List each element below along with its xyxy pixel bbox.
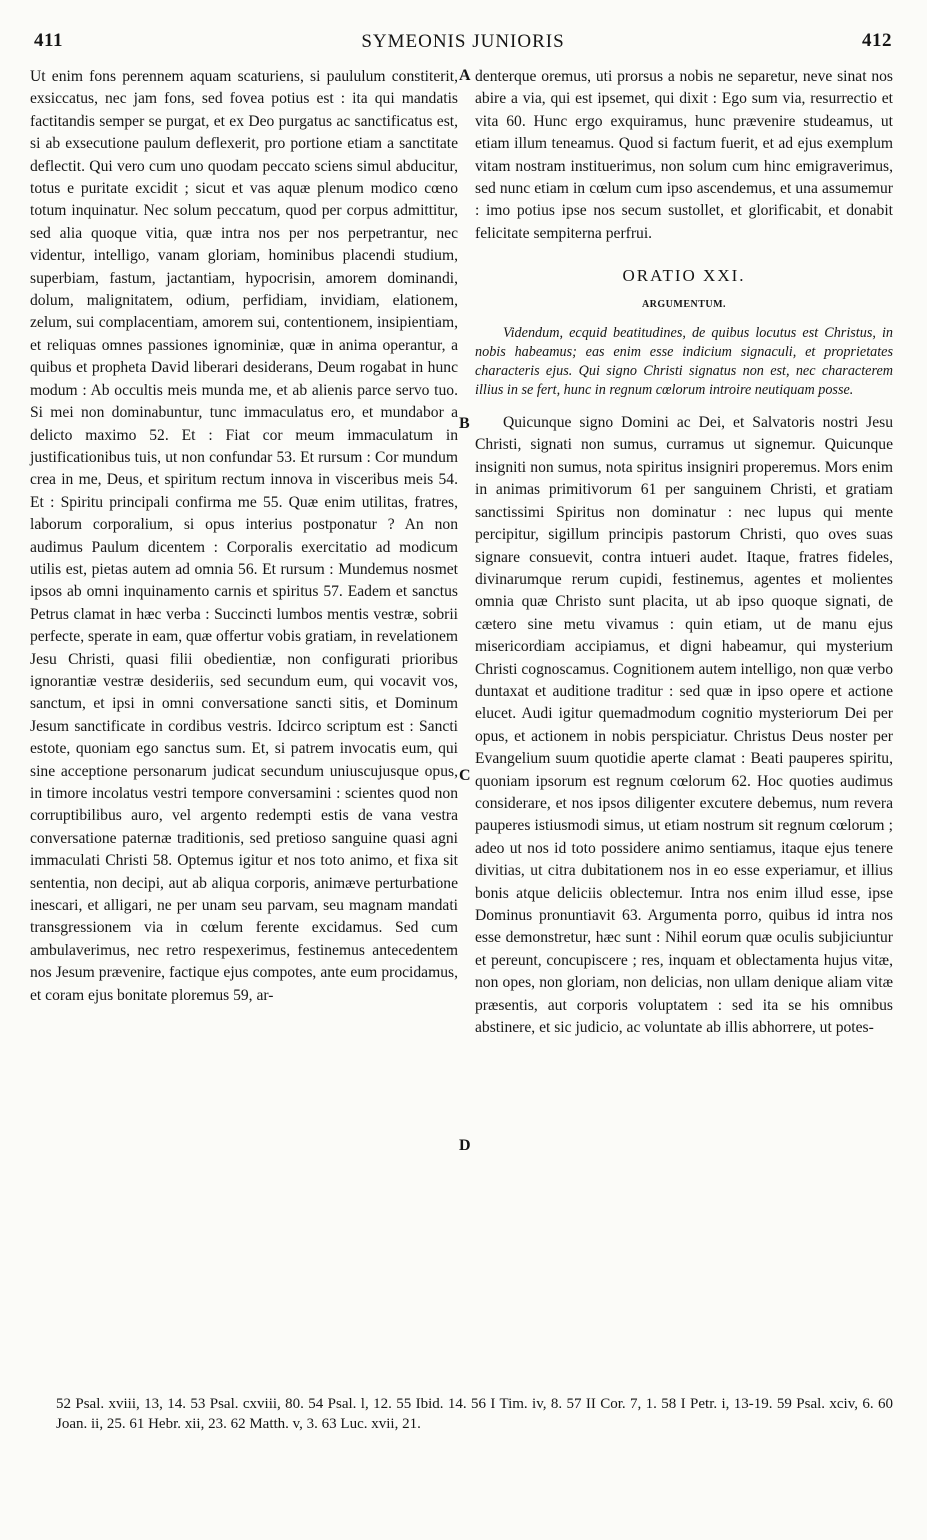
left-column [30,66,458,1007]
right-column-text-top: denterque oremus, uti prorsus a nobis ne separetur, neve sinat nos abire a via, qui est ipsemet, qui dixit : Ego sum via, resurrectio et vita 60. Hunc ergo exquiramus, hunc prævenire studeamus, ut etiam illum teneamus. Quod si factum fuerit, et ad ejus exemplum vitam nostram instituerimus, non solum cum hinc emigraverimus, sed nunc etiam in cœlum cum ipso ascendemus, et una assumemur : imo potius ipse nos secum sustollet, et glorificabit, et donabit felicitate sempiterna perfrui. [475,68,893,242]
footnotes: 52 Psal. xviii, 13, 14. 53 Psal. cxviii, 80. 54 Psal. l, 12. 55 Ibid. 14. 56 I Tim. iv, 8. 57 II Cor. 7, 1. 58 I Petr. i, 13-19. 59 Psal. xciv, 6. 60 Joan. ii, 25. 61 Hebr. xii, 23. 62 Matth. v, 3. 63 Luc. xvii, 21. [56,1396,893,1432]
margin-letter-d: D [459,1137,471,1154]
page-number-left: 411 [34,30,63,51]
argumentum-label: ARGUMENTUM. [641,298,727,310]
page-header [34,30,892,62]
margin-letter-c: C [459,767,471,784]
argumentum-text: Videndum, ecquid beatitudines, de quibus locutus est Christus, in nobis habeamus; eas enim esse indicium signaculi, et proprietates characteris ejus. Qui signo Christi signatus non est, nec characterem illius in se fert, hunc in regnum cœlorum introire neutiquam posse. [475,325,893,399]
right-column [475,66,893,1039]
running-title: SYMEONIS JUNIORIS [361,31,565,52]
margin-letter-a: A [459,67,471,84]
oratio-body-text: Quicunque signo Domini ac Dei, et Salvatoris nostri Jesu Christi, signati non sumus, curramus ut signemur. Quicunque insigniti non sumus, nota spiritus insigniri properemus. Mors enim in animas primitivorum 61 per sanguinem Christi, et gratiam sanctissimi Spiritus non dominatur : nec lupus qui mente percipitur, sigillum principis pastorum Christi, quo oves suas signare consuevit, contra intueri audet. Itaque, fratres fideles, divinarumque rerum cupidi, festinemus, agentes et molientes omnia quæ Christo sunt placita, ut ab ipso quoque signati, de cætero sine metu vivamus : quin etiam, ut de manu ejus misericordiam accipiamus, et digni habeamur, qui mysterium Christi cognoscamus. Cognitionem autem intelligo, non quæ verbo duntaxat et auditione traditur : sed quæ in ipso opere et actione elucet. Audi igitur quemadmodum cognitio mysteriorum Dei per opus, et actionem in nobis perspiciatur. Christus Deus noster per Evangelium suum quotidie aperte clamat : Beati pauperes spiritu, quoniam ipsorum est regnum cœlorum 62. Hoc quoties audimus considerare, et nos ipsos diligenter excutere debemus, num revera pauperes istiusmodi simus, ut etiam nostrum sit regnum cœlorum ; adeo ut nos id toto possidere animo sentiamus, itaque ejus tenere divitias, ut citra dubitationem nos in eo esse experiamur, et illius bonis atque deliciis oblectemur. Intra nos enim illud esse, ipse Dominus pronuntiavit 63. Argumenta porro, quibus id intra nos esse demonstretur, hæc sunt : Nihil eorum quæ oculis subjiciuntur et pereunt, concupiscere ; res, inquam et oblectamenta hujus vitæ, non opes, non gloriam, non delicias, non ullam denique aliam vitæ præsentis, aut corporis voluptatem : sed ita se his omnibus abstinere, et sic judicio, ac voluntate ab illis abhorrere, ut potes- [475,414,893,1037]
margin-letter-b: B [459,415,470,432]
left-column-text: Ut enim fons perennem aquam scaturiens, si paululum constiterit, exsiccatus, nec jam fons, sed fovea potius est : ita qui mandatis factitandis semper se purgat, et ex Deo purgatus ac sanctificatus est, si ab exsecutione paulum deflexerit, pro portione etiam a sanctitate deflectit. Qui vero cum uno quodam peccato sciens simul abducitur, totus e puritate excidit ; sicut et vas aquæ plenum modico cœno totum inquinatur. Nec solum peccatum, quod per corpus admittitur, sed alia quoque vitia, quæ intra nos per nos perpetrantur, nec videntur, intelligo, vanam gloriam, hominibus placendi studium, superbiam, fastum, jactantiam, hypocrisin, amorem dominandi, dolum, malignitatem, odium, perfidiam, invidiam, elationem, zelum, sui complacentiam, amorem sui, contentionem, insipientiam, et reliquas omnes passiones ignominiæ, quæ in anima operantur, a quibus et propheta David liberari desiderans, Deum rogabat in hunc modum : Ab occultis meis munda me, et ab alienis parce servo tuo. Si mei non dominabuntur, tunc immaculatus ero, et mundabor a delicto maximo 52. Et : Fiat cor meum immaculatum in justificationibus tuis, ut non confundar 53. Et rursum : Cor mundum crea in me, Deus, et spiritum rectum innova in visceribus meis 54. Et : Spiritu principali confirma me 55. Quæ enim utilitas, fratres, laborum corporalium, si opus interius postponatur ? An non audimus Paulum dicentem : Corporalis exercitatio ad modicum utilis est, pietas autem ad omnia 56. Et rursum : Mundemus nosmet ipsos ab omni inquinamento carnis et spiritus 57. Eadem et sanctus Petrus clamat in hæc verba : Succincti lumbos mentis vestræ, sobrii perfecte, sperate in eam, quæ offertur vobis gratiam, in revelationem Jesu Christi, quasi filii obedientiæ, non configurati prioribus ignorantiæ vestræ desideriis, sed secundum eum, qui vocavit vos, sanctum, et ipsi in omni conversatione sancti sitis, et Dominum Jesum sanctificate in cordibus vestris. Idcirco scriptum est : Sancti estote, quoniam ego sanctus sum. Et, si patrem invocatis eum, qui sine acceptione personarum judicat secundum uniuscujusque opus, in timore incolatus vestri tempore conversamini : scientes quod non corruptibilibus auro, vel argento redempti estis de vana vestra conversatione paternæ traditionis, sed pretioso sanguine quasi agni immaculati Christi 58. Optemus igitur et nos toto animo, et fixa sit sententia, non decipi, aut ab aliqua corporis, animæve perturbatione inescari, et alligari, ne per unam seu parvam, seu magnam mandati transgressionem via in cœlum ferente excidamus. Sed cum ambulaverimus, nec retro respexerimus, festinemus antecedentem nos Jesum prævenire, factique ejus compotes, ante eum procidamus, et coram ejus bonitate ploremus 59, ar- [30,68,458,1004]
page-number-right: 412 [862,30,892,51]
oratio-title: ORATIO XXI. [622,266,746,286]
